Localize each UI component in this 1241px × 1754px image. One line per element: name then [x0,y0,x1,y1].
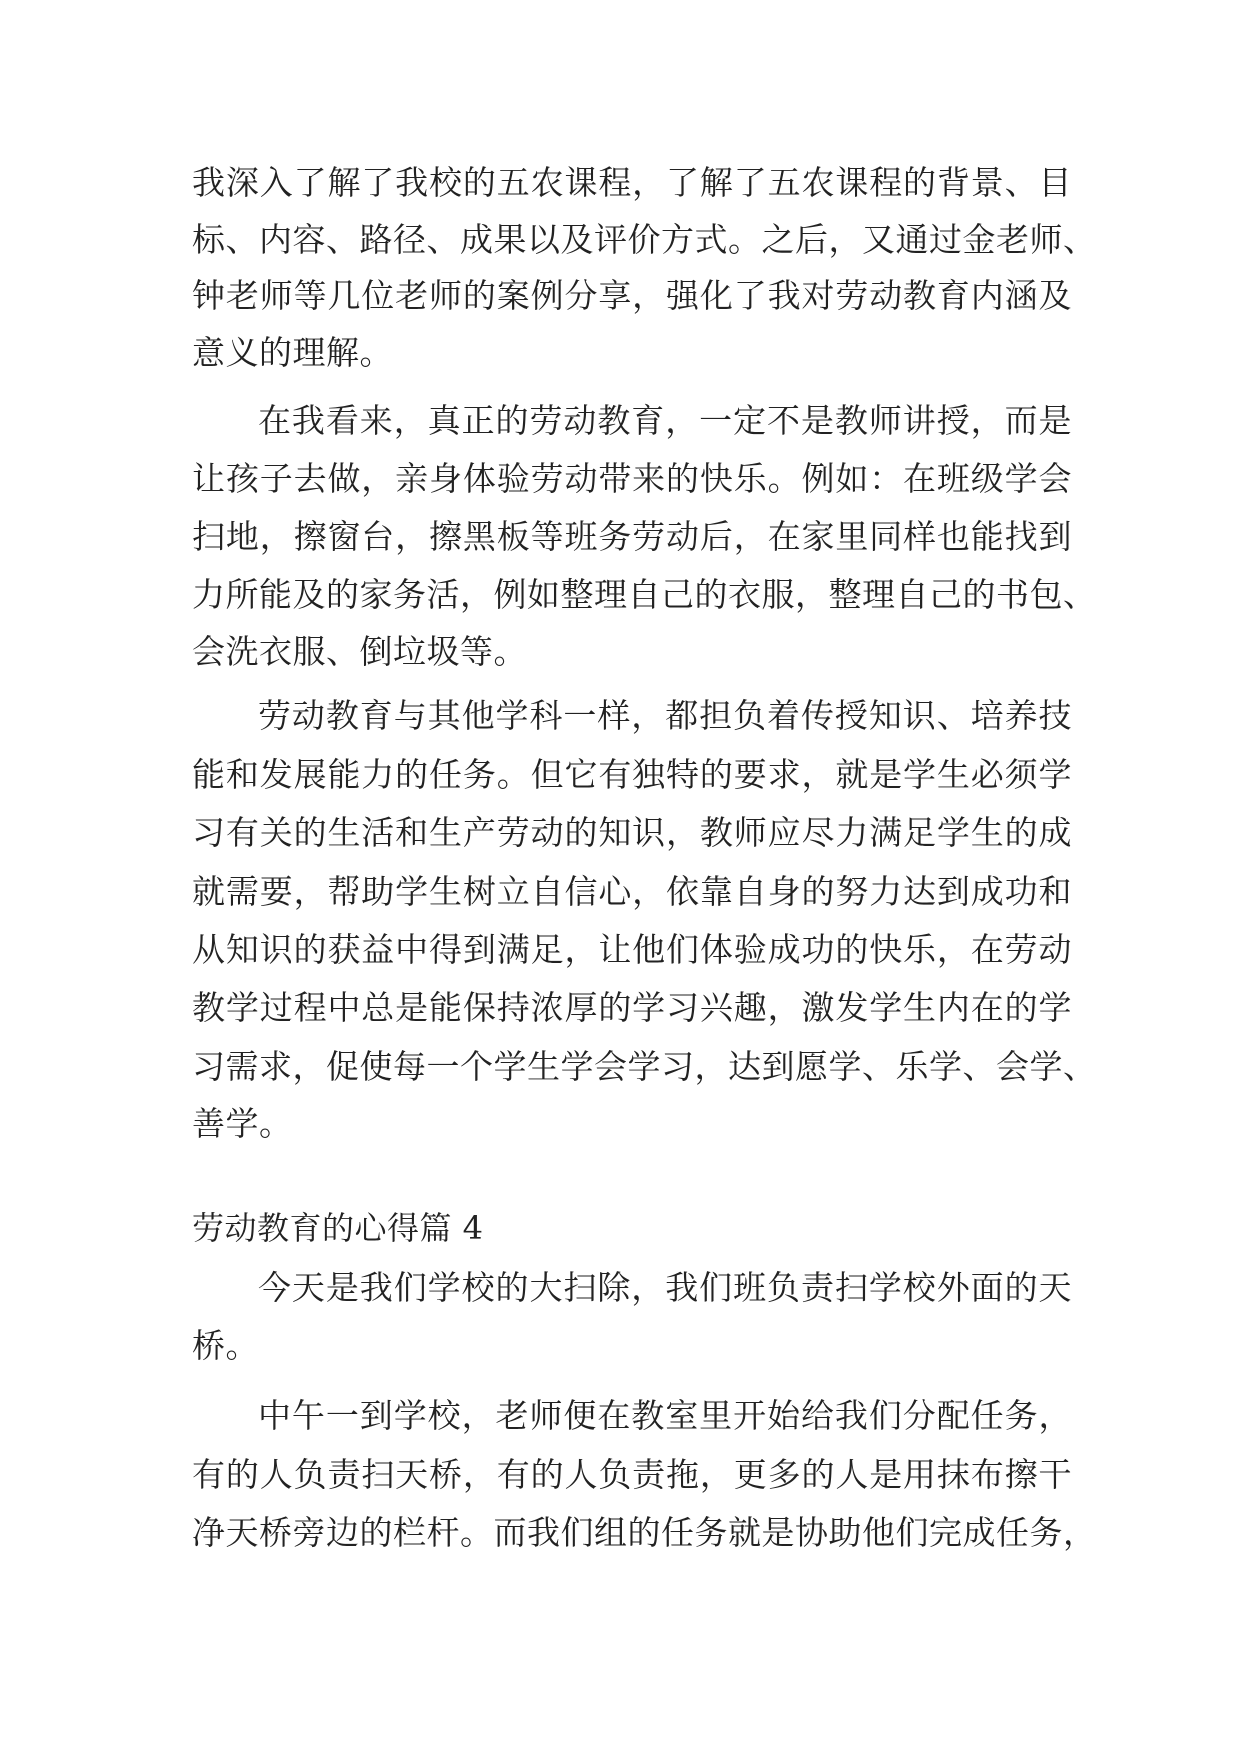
paragraph-first-line: 中午一到学校，老师便在教室里开始给我们分配任务， [258,1396,1072,1435]
text-line: 有的人负责扫天桥，有的人负责拖，更多的人是用抹布擦干 [192,1455,1072,1494]
text-line: 能和发展能力的任务。但它有独特的要求，就是学生必须学 [192,755,1072,794]
text-line: 桥。 [192,1326,259,1365]
text-line: 标、内容、路径、成果以及评价方式。之后，又通过金老师、 [192,220,1097,259]
text-line: 教学过程中总是能保持浓厚的学习兴趣，激发学生内在的学 [192,988,1072,1027]
text-line: 钟老师等几位老师的案例分享，强化了我对劳动教育内涵及 [192,276,1072,315]
text-line: 我深入了解了我校的五农课程，了解了五农课程的背景、目 [192,163,1072,202]
paragraph-first-line: 今天是我们学校的大扫除，我们班负责扫学校外面的天 [258,1268,1072,1307]
text-line: 让孩子去做，亲身体验劳动带来的快乐。例如：在班级学会 [192,459,1072,498]
paragraph-first-line: 劳动教育与其他学科一样，都担负着传授知识、培养技 [258,696,1072,735]
section-heading: 劳动教育的心得篇 4 [192,1209,484,1247]
text-line: 意义的理解。 [192,333,393,372]
text-line: 从知识的获益中得到满足，让他们体验成功的快乐，在劳动 [192,930,1072,969]
text-line: 习有关的生活和生产劳动的知识，教师应尽力满足学生的成 [192,813,1072,852]
text-line: 会洗衣服、倒垃圾等。 [192,632,527,671]
text-line: 善学。 [192,1104,293,1143]
text-line: 扫地，擦窗台，擦黑板等班务劳动后，在家里同样也能找到 [192,517,1072,556]
text-line: 就需要，帮助学生树立自信心，依靠自身的努力达到成功和 [192,872,1072,911]
text-line: 力所能及的家务活，例如整理自己的衣服，整理自己的书包、 [192,575,1097,614]
text-line: 净天桥旁边的栏杆。而我们组的任务就是协助他们完成任务， [192,1513,1097,1552]
paragraph-first-line: 在我看来，真正的劳动教育，一定不是教师讲授，而是 [258,401,1072,440]
text-line: 习需求，促使每一个学生学会学习，达到愿学、乐学、会学、 [192,1047,1097,1086]
